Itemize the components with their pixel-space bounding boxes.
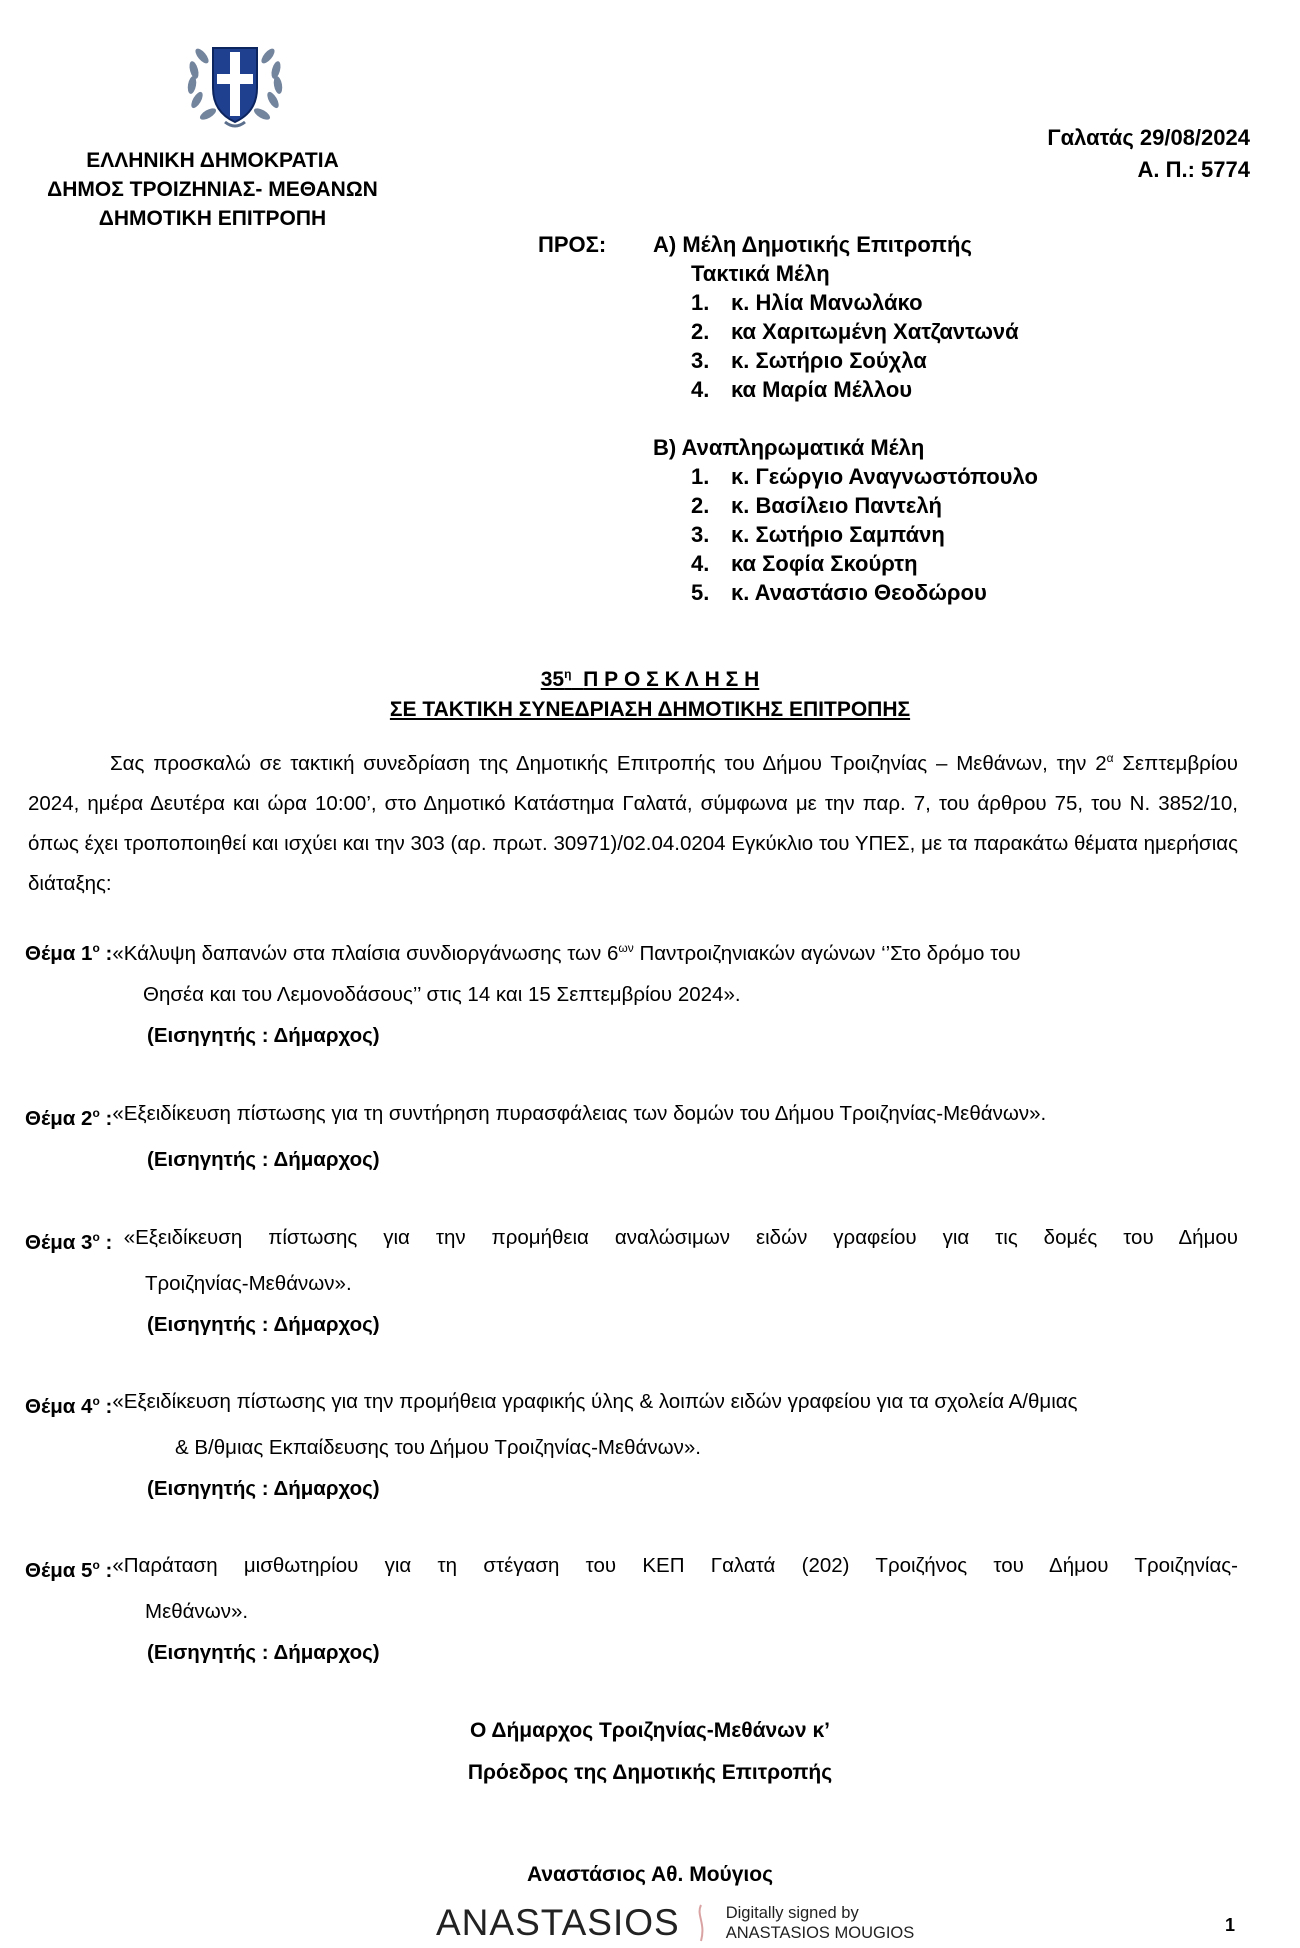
list-item: 2. κα Χαριτωμένη Χατζαντωνά	[691, 319, 1019, 344]
signature-title-line2: Πρόεδρος της Δημοτικής Επιτροπής	[467, 1761, 833, 1784]
group-b-title: Β) Αναπληρωματικά Μέλη	[653, 435, 925, 460]
list-item: 5. κ. Αναστάσιο Θεοδώρου	[691, 580, 987, 605]
topic-text: «Εξειδίκευση πίστωσης για την προμήθεια αναλώσιμων ειδών γραφείου για τις δομές του Δήμου	[123, 1226, 1238, 1249]
list-item: 3. κ. Σωτήριο Σαμπάνη	[691, 522, 945, 547]
invitation-subtitle: ΣΕ ΤΑΚΤΙΚΗ ΣΥΝΕΔΡΙΑΣΗ ΔΗΜΟΤΙΚΗΣ ΕΠΙΤΡΟΠΗΣ	[389, 698, 911, 721]
topic-rapporteur: (Εισηγητής : Δήμαρχος)	[147, 1476, 380, 1500]
list-item: 1. κ. Ηλία Μανωλάκο	[691, 290, 923, 315]
topic-text: «Εξειδίκευση πίστωσης για τη συντήρηση πυρασφάλειας των δομών του Δήμου Τροιζηνίας-Μεθάνων».	[112, 1102, 1047, 1125]
topic-rapporteur: (Εισηγητής : Δήμαρχος)	[147, 1312, 380, 1336]
topic-rapporteur: (Εισηγητής : Δήμαρχος)	[147, 1640, 380, 1664]
topic-text-continued: & Β/θμιας Εκπαίδευσης του Δήμου Τροιζηνίας-Μεθάνων».	[175, 1435, 701, 1459]
topic-label: Θέμα $1^o$ :	[25, 941, 113, 965]
intro-paragraph: Σας προσκαλώ σε τακτική συνεδρίαση της Δημοτικής Επιτροπής του Δήμου Τροιζηνίας – Μεθάνων, την $2^\alpha$ Σεπτεμβρίου 2024, ημέρα Δευτέρα και ώρα 10:00’, στο Δημοτικό Κατάστημα Γαλατά, σύμφωνα με την παρ. 7, του άρθρου 75, του Ν. 3852/10, όπως έχει τροποποιηθεί και ισχύει και την 303 (αρ. πρωτ. 30971)/02.04.0204 Εγκύκλιο του ΥΠΕΣ, με τα παρακάτω θέματα ημερήσιας διάταξης:	[28, 751, 1238, 895]
group-a-subtitle: Τακτικά Μέλη	[691, 261, 830, 286]
header-line-committee: ΔΗΜΟΤΙΚΗ ΕΠΙΤΡΟΠΗ	[98, 207, 327, 230]
agenda-topic-1	[25, 928, 1238, 1056]
document-date: Γαλατάς 29/08/2024	[1047, 125, 1250, 150]
list-item: 4. κα Μαρία Μέλλου	[691, 377, 913, 402]
topic-text-continued: Τροιζηνίας-Μεθάνων».	[145, 1271, 352, 1295]
signer-name: Αναστάσιος Αθ. Μούγιος	[526, 1863, 774, 1886]
topic-text: «Παράταση μισθωτηρίου για τη στέγαση του ΚΕΠ Γαλατά (202) Τροιζήνος του Δήμου Τροιζηνίας-	[112, 1554, 1238, 1577]
header-line-republic: ΕΛΛΗΝΙΚΗ ΔΗΜΟΚΡΑΤΙΑ	[86, 149, 339, 172]
topic-label: Θέμα $5^o$ :	[25, 1558, 113, 1582]
agenda-topic-5	[25, 1545, 1238, 1673]
invitation-heading: $35^\eta$ Π Ρ Ο Σ Κ Λ Η Σ Η	[540, 667, 760, 691]
agenda-topic-2	[25, 1093, 1238, 1180]
page-number: 1	[1224, 1915, 1235, 1935]
signature-title-line1: Ο Δήμαρχος Τροιζηνίας-Μεθάνων κ’	[470, 1719, 830, 1742]
digital-signature-mark-icon	[694, 1903, 708, 1943]
topic-rapporteur: (Εισηγητής : Δήμαρχος)	[147, 1023, 380, 1047]
recipients-group-a	[653, 230, 1019, 404]
list-item: 4. κα Σοφία Σκούρτη	[691, 551, 918, 576]
topic-label: Θέμα $3^o$ :	[25, 1230, 118, 1254]
invitation-title	[0, 659, 1300, 725]
topic-text-continued: Μεθάνων».	[145, 1599, 249, 1623]
topic-label: Θέμα $4^o$ :	[25, 1394, 113, 1418]
digital-signature-text: Digitally signed by ANASTASIOS MOUGIOS	[725, 1903, 915, 1942]
list-item: 1. κ. Γεώργιο Αναγνωστόπουλο	[691, 464, 1038, 489]
issuing-authority-header	[45, 146, 380, 233]
date-protocol-block	[1047, 122, 1250, 186]
protocol-number: Α. Π.: 5774	[1137, 157, 1250, 182]
digital-signature-name: ANASTASIOS	[436, 1901, 680, 1943]
greek-coat-of-arms-emblem	[175, 30, 295, 140]
topic-text: «Κάλυψη δαπανών στα πλαίσια συνδιοργάνωσης των $6^{\omega\nu}$ Παντροιζηνιακών αγώνων ‘’Στο δρόμο του	[112, 941, 1021, 965]
recipients-label: ΠΡΟΣ:	[538, 232, 607, 257]
topic-text: «Εξειδίκευση πίστωσης για την προμήθεια γραφικής ύλης & λοιπών ειδών γραφείου για τα σχολεία Α/θμιας	[112, 1390, 1078, 1413]
agenda-topic-3	[25, 1217, 1238, 1345]
digital-signature	[436, 1900, 914, 1945]
list-item: 2. κ. Βασίλειο Παντελή	[691, 493, 942, 518]
group-a-title: Α) Μέλη Δημοτικής Επιτροπής	[653, 232, 972, 257]
agenda-topic-4	[25, 1381, 1238, 1509]
recipients-group-b	[653, 433, 1038, 607]
header-line-municipality: ΔΗΜΟΣ ΤΡΟΙΖΗΝΙΑΣ- ΜΕΘΑΝΩΝ	[47, 178, 378, 201]
topic-label: Θέμα $2^o$ :	[25, 1106, 113, 1130]
topic-text-continued: Θησέα και του Λεμονοδάσους’’ στις 14 και 15 Σεπτεμβρίου 2024».	[143, 982, 741, 1006]
signature-block	[0, 1710, 1300, 1794]
list-item: 3. κ. Σωτήριο Σούχλα	[691, 348, 927, 373]
topic-rapporteur: (Εισηγητής : Δήμαρχος)	[147, 1147, 380, 1171]
